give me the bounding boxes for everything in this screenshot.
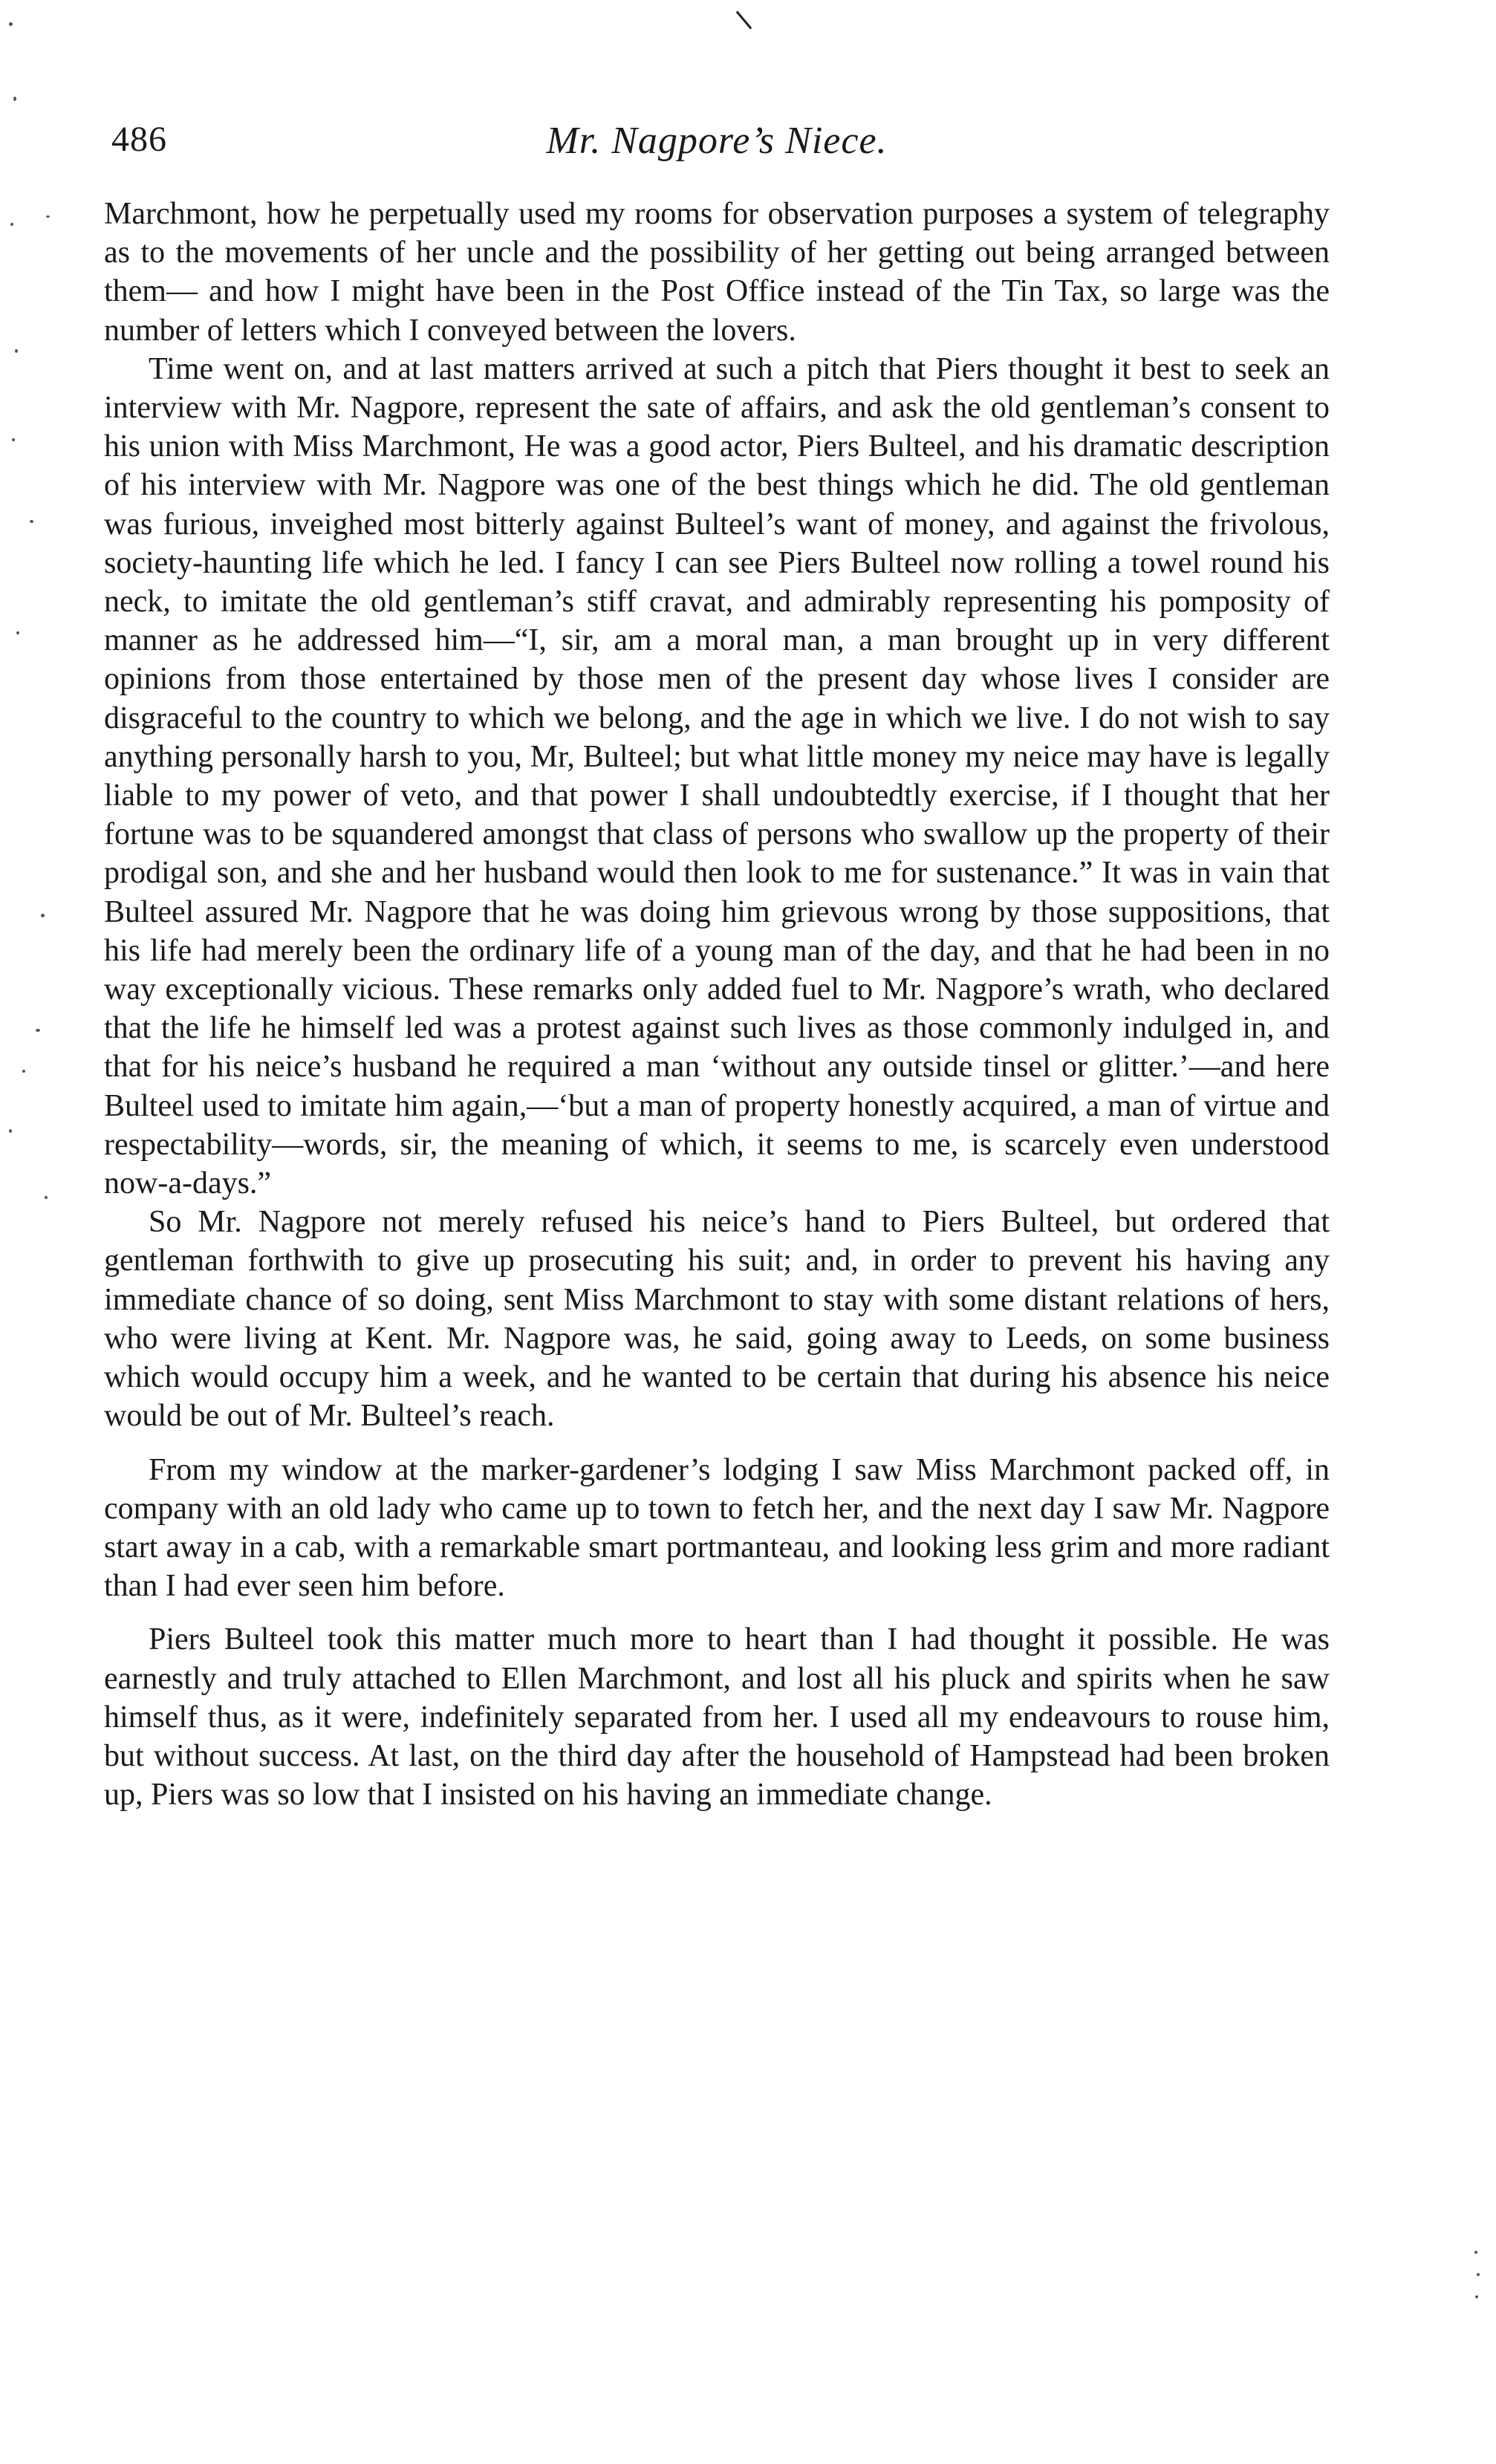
margin-speck bbox=[9, 22, 13, 26]
margin-speck bbox=[45, 1196, 48, 1199]
paragraph: Piers Bulteel took this matter much more to heart than I had thought it possible. He was earnestly and truly attached to Ellen Marchmont, and lost all his pluck and spirits when he saw himself thus, as it were, indefinitely separated from her. I used all my endeavours to rouse him, but without success. At last, on the third day after the household of Hampstead had been broken up, Piers was so low that I insisted on his having an immediate change. bbox=[104, 1622, 1330, 1813]
paragraph: Time went on, and at last matters arrived at such a pitch that Piers thought it best to seek an interview with Mr. Nagpore, represent the sate of affairs, and ask the old gentleman’s consent to his union with Miss Marchmont, He was a good actor, Piers Bulteel, and his dramatic description of his interview with Mr. Nagpore was one of the best things which he did. The old gentleman was furious, inveighed most bitterly against Bulteel’s want of money, and against the frivolous, society-haunting life which he led. I fancy I can see Piers Bulteel now rolling a towel round his neck, to imitate the old gentleman’s stiff cravat, and admirably representing his pomposity of manner as he addressed him—“I, sir, am a moral man, a man brought up in very different opinions from those entertained by those men of the present day whose lives I consider are disgraceful to the country to which we belong, and the age in which we live. I do not wish to say anything personally harsh to you, Mr, Bulteel; but what little money my neice may have is legally liable to my power of veto, and that power I shall undoubtedtly exercise, if I thought that her fortune was to be squandered amongst that class of persons who swallow up the property of their prodigal son, and she and her husband would then look to me for sustenance.” It was in vain that Bulteel assured Mr. Nagpore that he was doing him grievous wrong by those suppositions, that his life had merely been the ordinary life of a young man of the day, and that he had been in no way exceptionally vicious. These remarks only added fuel to Mr. Nagpore’s wrath, who declared that the life he himself led was a protest against such lives as those commonly indulged in, and that for his neice’s husband he required a man ‘without any outside tinsel or glitter.’—and here Bulteel used to imitate him again,—‘but a man of property honestly acquired, a man of virtue and respectability—words, sir, the meaning of which, it seems to me, is scarcely even understood now-a-days.” bbox=[104, 351, 1330, 1201]
paragraph: From my window at the marker-gardener’s lodging I saw Miss Marchmont packed off, in company with an old lady who came up to town to fetch her, and the next day I saw Mr. Nagpore start away in a cab, with a remarkable smart portmanteau, and looking less grim and more radiant than I had ever seen him before. bbox=[104, 1452, 1330, 1604]
margin-speck bbox=[22, 1070, 25, 1073]
page-number: 486 bbox=[111, 120, 167, 159]
body-text bbox=[104, 195, 1330, 1814]
margin-speck bbox=[1477, 2273, 1480, 2276]
margin-speck bbox=[36, 1029, 40, 1032]
margin-speck bbox=[41, 914, 45, 917]
margin-speck bbox=[46, 215, 50, 218]
running-header bbox=[100, 119, 1333, 178]
margin-speck bbox=[10, 223, 13, 226]
margin-speck bbox=[1474, 2251, 1477, 2254]
paragraph: So Mr. Nagpore not merely refused his neice’s hand to Piers Bulteel, but ordered that gentleman forthwith to give up prosecuting his suit; and, in order to prevent his having any immediate chance of so doing, sent Miss Marchmont to stay with some distant relations of hers, who were living at Kent. Mr. Nagpore was, he said, going away to Leeds, on some business which would occupy him a week, and he wanted to be certain that during his absence his neice would be out of Mr. Bulteel’s reach. bbox=[104, 1205, 1330, 1434]
margin-speck bbox=[30, 520, 33, 523]
margin-speck bbox=[9, 1129, 12, 1133]
margin-speck bbox=[15, 349, 18, 353]
ink-mark bbox=[736, 11, 752, 30]
margin-speck bbox=[1475, 2295, 1478, 2298]
paragraph: Marchmont, how he perpetually used my rooms for observation purposes a system of telegraphy as to the movements of her uncle and the possibility of her getting out being arranged between them— and how I might have been in the Post Office instead of the Tin Tax, so large was the number of letters which I conveyed between the lovers. bbox=[104, 197, 1330, 348]
margin-speck bbox=[12, 438, 15, 441]
running-title: Mr. Nagpore’s Niece. bbox=[546, 120, 888, 162]
margin-speck bbox=[13, 97, 16, 101]
margin-speck bbox=[16, 631, 19, 634]
